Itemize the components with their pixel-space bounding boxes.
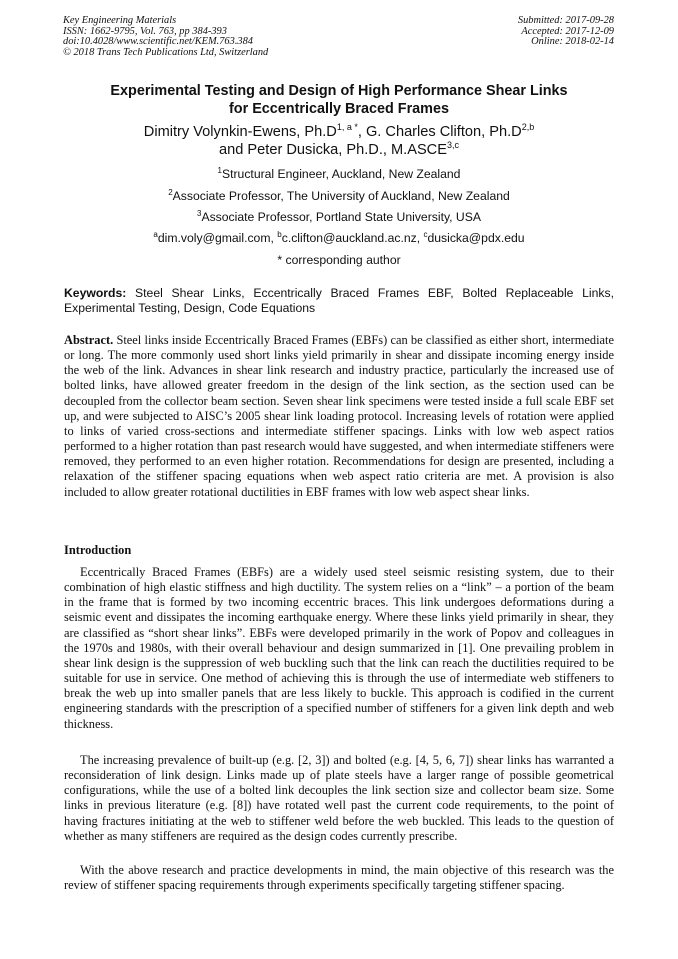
author-1: Dimitry Volynkin-Ewens, Ph.D: [143, 124, 337, 140]
intro-paragraph-2: The increasing prevalence of built-up (e.g. [2, 3]) and bolted (e.g. [4, 5, 6, 7]) shear links has warranted a reconsideration of link design. Links made up of plate steels have a larger range of possible geometrical configurations, while the use of a bolted link decouples the link section size and collector beam size. Some links in previous literature (e.g. [8]) have rotated well past the current code requirements, to the point of having fractures initiating at the web to stiffener weld before the web buckled. This leads to the question of whether as many stiffeners are required as the design codes currently prescribe.: [64, 753, 614, 843]
author-3: and Peter Dusicka, Ph.D., M.ASCE: [219, 142, 447, 158]
affiliation-1: [30, 167, 648, 182]
affiliation-1-text: Structural Engineer, Auckland, New Zealand: [221, 167, 461, 181]
affiliation-2: [30, 189, 648, 204]
abstract-label: Abstract.: [64, 333, 114, 347]
email-c[interactable]: dusicka@pdx.edu: [427, 231, 525, 245]
email-c-sup: c: [423, 230, 428, 239]
keywords-block: [64, 286, 614, 316]
email-a[interactable]: dim.voly@gmail.com,: [157, 231, 278, 245]
email-b[interactable]: c.clifton@auckland.ac.nz,: [281, 231, 424, 245]
author-2-sup: 2,b: [521, 122, 535, 132]
paper-title: [40, 82, 638, 118]
journal-header: [63, 16, 363, 58]
email-b-sup: b: [277, 230, 282, 239]
affiliation-3-sup: 3: [197, 209, 202, 218]
author-1-sup: 1, a *: [336, 122, 358, 132]
title-line-2: for Eccentrically Braced Frames: [229, 101, 449, 117]
email-a-sup: a: [153, 230, 158, 239]
keywords-text: Steel Shear Links, Eccentrically Braced Frames EBF, Bolted Replaceable Links, Experimental Testing, Design, Code Equations: [64, 286, 614, 315]
keywords-label: Keywords:: [64, 286, 127, 300]
affiliation-3-text: Associate Professor, Portland State University, USA: [201, 210, 481, 224]
online-date: Online: 2018-02-14: [531, 36, 614, 48]
author-3-sup: 3,c: [446, 140, 459, 150]
copyright-line: © 2018 Trans Tech Publications Ltd, Switzerland: [63, 46, 269, 58]
dates-header: [394, 16, 614, 48]
journal-name: Key Engineering Materials: [63, 15, 177, 26]
abstract-text: Steel links inside Eccentrically Braced Frames (EBFs) can be classified as either short, intermediate or long. The more commonly used short links yield primarily in shear and dissipate incoming energy inside the web of the link. Advances in shear link research and industry practice, particularly the increased use of bolted links, have allowed greater freedom in the design of the link section, as the section used can be decoupled from the collector beam section. Seven shear link specimens were tested inside a full scale EBF set up, and were subjected to AISC’s 2005 shear link loading protocol. Increasing levels of rotation were applied to links of varied cross-sections and intermediate stiffener spacings. Links with low web aspect ratios performed to a higher rotation than past research would have suggested, and when intermediate stiffeners were removed, they performed to an even higher rotation. Recommendations for design are presented, including a relaxation of the stiffener spacing equations when web aspect ratio criteria are met. A provision is also included to allow greater rotational ductilities in EBF frames with low web aspect shear links.: [64, 333, 614, 499]
title-line-1: Experimental Testing and Design of High Performance Shear Links: [110, 83, 568, 99]
affiliation-2-text: Associate Professor, The University of Auckland, New Zealand: [172, 189, 510, 203]
author-line-2: [30, 141, 648, 159]
author-2: , G. Charles Clifton, Ph.D: [357, 124, 522, 140]
intro-paragraph-1: Eccentrically Braced Frames (EBFs) are a widely used steel seismic resisting system, due to their combination of high elastic stiffness and high ductility. The system relies on a “link” – a portion of the beam in the frame that is formed by two incoming eccentric braces. This link undergoes deformations during a seismic event and dissipates the incoming earthquake energy. Where these links yield primarily in shear, they are classified as “short shear links”. EBFs were developed primarily in the work of Popov and colleagues in the 1970s and 1980s, with their overall behaviour and design summarized in [1]. One prevailing problem in shear link design is the suppression of web buckling such that the link can reach the ductilities required to be suitable for use in service. One method of achieving this is through the use of intermediate web stiffeners to break the web up into smaller panels that are less likely to buckle. This approach is codified in the current engineering standards with the prescription of a specified number of stiffeners for a given link depth and web thickness.: [64, 565, 614, 731]
submitted-date: Submitted: 2017-09-28: [517, 15, 614, 26]
affiliation-2-sup: 2: [168, 188, 173, 197]
introduction-heading: Introduction: [64, 543, 132, 557]
affiliation-1-sup: 1: [217, 166, 222, 175]
accepted-date: Accepted: 2017-12-09: [521, 25, 614, 37]
affiliation-3: [30, 210, 648, 225]
issn-line: ISSN: 1662-9795, Vol. 763, pp 384-393: [63, 25, 227, 37]
doi-line[interactable]: doi:10.4028/www.scientific.net/KEM.763.384: [63, 36, 253, 48]
corresponding-author-note: * corresponding author: [277, 253, 401, 267]
email-list: [30, 231, 648, 246]
author-line-1: [30, 123, 648, 141]
intro-paragraph-3: With the above research and practice developments in mind, the main objective of this research was the review of stiffener spacing requirements through experiments specifically targeting stiffener spacing.: [64, 863, 614, 893]
abstract-paragraph: [64, 333, 614, 500]
author-list: [30, 123, 648, 159]
